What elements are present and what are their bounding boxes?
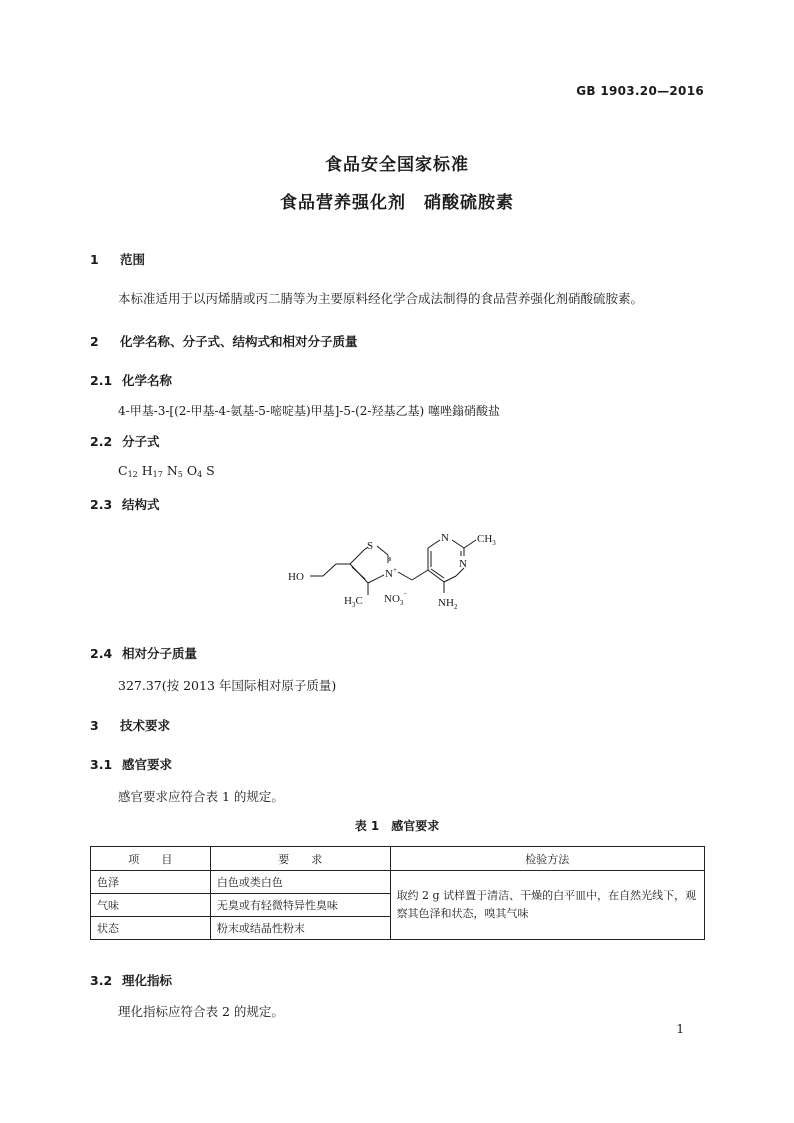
section-3-2-heading bbox=[90, 971, 172, 989]
section-2-3-heading bbox=[90, 495, 160, 513]
table-cell-item: 气味 bbox=[91, 894, 211, 917]
section-1-heading bbox=[90, 250, 145, 268]
section-3-1-text: 感官要求应符合表 1 的规定。 bbox=[118, 789, 284, 804]
section-number: 2 bbox=[90, 334, 99, 349]
section-number: 2.4 bbox=[90, 646, 113, 661]
table-cell-item: 色泽 bbox=[91, 871, 211, 894]
section-title: 结构式 bbox=[122, 497, 160, 512]
section-3-heading bbox=[90, 716, 170, 734]
section-number: 1 bbox=[90, 252, 99, 267]
table-cell-requirement: 无臭或有轻微特异性臭味 bbox=[210, 894, 390, 917]
table-1-caption: 表 1 感官要求 bbox=[354, 819, 440, 833]
label-no3: $NO_3^-$ bbox=[384, 590, 408, 607]
section-title: 相对分子质量 bbox=[122, 646, 198, 661]
label-h3c: $H_3C$ bbox=[344, 595, 363, 609]
label-ho: HO bbox=[288, 571, 304, 583]
section-number: 3.2 bbox=[90, 973, 113, 988]
section-2-1-heading bbox=[90, 371, 172, 389]
section-number: 2.2 bbox=[90, 434, 113, 449]
section-2-2-heading bbox=[90, 432, 160, 450]
section-number: 3 bbox=[90, 718, 99, 733]
table-cell-method: 取约 2 g 试样置于清洁、干燥的白平皿中，在自然光线下，观察其色泽和状态，嗅其气味 bbox=[390, 871, 704, 940]
section-1-text: 本标准适用于以丙烯腈或丙二腈等为主要原料经化学合成法制得的食品营养强化剂硝酸硫胺素。 bbox=[118, 291, 644, 306]
table-cell-requirement: 粉末或结晶性粉末 bbox=[210, 917, 390, 940]
section-title: 范围 bbox=[120, 252, 146, 267]
label-ch3: $CH_3$ bbox=[477, 533, 496, 547]
label-s: S bbox=[367, 540, 374, 552]
section-number: 2.3 bbox=[90, 497, 113, 512]
label-n-mid: N bbox=[459, 558, 467, 570]
chemical-name: 4-甲基-3-[(2-甲基-4-氨基-5-嘧啶基)甲基]-5-(2-羟基乙基) 噻唑鎓硝酸盐 bbox=[118, 404, 500, 418]
section-title: 技术要求 bbox=[120, 718, 171, 733]
section-3-1-heading bbox=[90, 755, 172, 773]
molecular-mass: 327.37(按 2013 年国际相对原子质量) bbox=[118, 678, 337, 693]
section-3-2-text: 理化指标应符合表 2 的规定。 bbox=[118, 1004, 284, 1019]
section-title: 感官要求 bbox=[122, 757, 173, 772]
label-nh2: $NH_2$ bbox=[438, 597, 458, 611]
structural-formula bbox=[280, 520, 520, 620]
table-header-cell: 项 目 bbox=[91, 847, 211, 871]
molecular-formula: $C_{12}$ $H_{17}$ $N_5$ $O_4$ S bbox=[118, 463, 215, 479]
section-number: 3.1 bbox=[90, 757, 113, 772]
table-header-row bbox=[91, 847, 705, 871]
table-header-cell: 要 求 bbox=[210, 847, 390, 871]
section-2-heading bbox=[90, 332, 358, 350]
section-title: 化学名称、分子式、结构式和相对分子质量 bbox=[120, 334, 358, 349]
table-cell-requirement: 白色或类白色 bbox=[210, 871, 390, 894]
table-1 bbox=[90, 846, 705, 940]
title-line-1: 食品安全国家标准 bbox=[325, 155, 469, 175]
section-number: 2.1 bbox=[90, 373, 113, 388]
section-2-4-heading bbox=[90, 644, 197, 662]
title-line-2: 食品营养强化剂 硝酸硫胺素 bbox=[280, 193, 514, 213]
section-title: 理化指标 bbox=[122, 973, 173, 988]
label-n-plus: N+ bbox=[385, 566, 397, 580]
table-header-cell: 检验方法 bbox=[390, 847, 704, 871]
table-row bbox=[91, 871, 705, 894]
label-n-top: N bbox=[441, 532, 449, 544]
section-title: 分子式 bbox=[122, 434, 160, 449]
standard-code: GB 1903.20—2016 bbox=[576, 84, 704, 98]
table-cell-item: 状态 bbox=[91, 917, 211, 940]
section-title: 化学名称 bbox=[122, 373, 173, 388]
page-number: 1 bbox=[676, 1022, 684, 1036]
